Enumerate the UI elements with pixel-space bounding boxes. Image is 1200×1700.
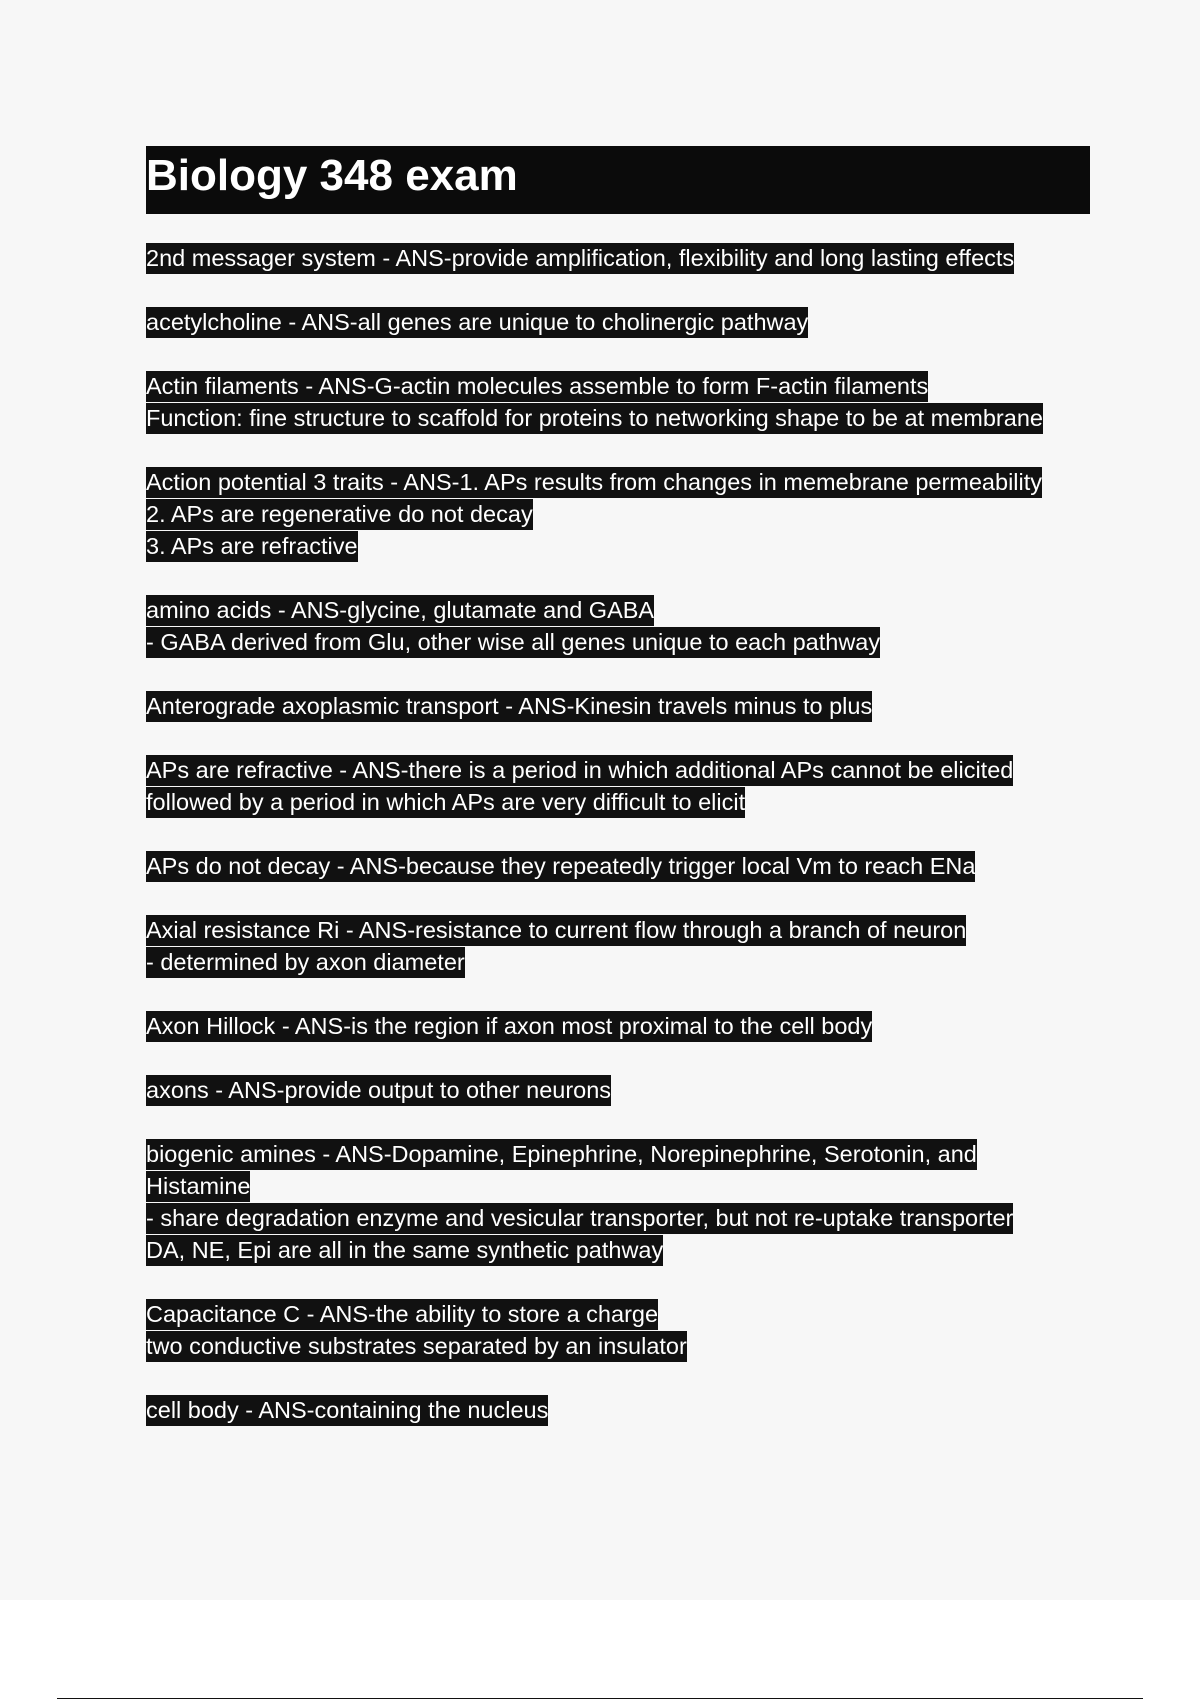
entry-line bbox=[146, 946, 1096, 978]
flashcard-entry bbox=[146, 594, 1096, 658]
entry-line-text: Histamine bbox=[146, 1171, 250, 1202]
title-bar bbox=[146, 146, 1090, 214]
entry-line-text: - share degradation enzyme and vesicular transporter, but not re-uptake transporter bbox=[146, 1203, 1013, 1234]
entry-line-text: Axon Hillock - ANS-is the region if axon most proximal to the cell body bbox=[146, 1011, 872, 1042]
entry-line-text: APs are refractive - ANS-there is a period in which additional APs cannot be elicited bbox=[146, 755, 1013, 786]
entry-line-text: Capacitance C - ANS-the ability to store a charge bbox=[146, 1299, 658, 1330]
entry-line bbox=[146, 850, 1096, 882]
entry-line bbox=[146, 754, 1096, 786]
footer-divider bbox=[57, 1698, 1143, 1699]
entry-line bbox=[146, 594, 1096, 626]
entry-line bbox=[146, 402, 1096, 434]
entry-line-text: Actin filaments - ANS-G-actin molecules assemble to form F-actin filaments bbox=[146, 371, 928, 402]
entry-line-text: axons - ANS-provide output to other neurons bbox=[146, 1075, 611, 1106]
entry-line bbox=[146, 370, 1096, 402]
entry-line bbox=[146, 1234, 1096, 1266]
flashcard-entry bbox=[146, 754, 1096, 818]
entry-line bbox=[146, 1202, 1096, 1234]
entry-line bbox=[146, 914, 1096, 946]
entry-line-text: biogenic amines - ANS-Dopamine, Epinephrine, Norepinephrine, Serotonin, and bbox=[146, 1139, 977, 1170]
flashcard-entry bbox=[146, 850, 1096, 882]
entry-line-text: followed by a period in which APs are very difficult to elicit bbox=[146, 787, 745, 818]
entry-line-text: Action potential 3 traits - ANS-1. APs results from changes in memebrane permeability bbox=[146, 467, 1042, 498]
entry-line-text: 2nd messager system - ANS-provide amplification, flexibility and long lasting effects bbox=[146, 243, 1014, 274]
flashcard-entry bbox=[146, 1010, 1096, 1042]
flashcard-entry bbox=[146, 1074, 1096, 1106]
entry-line-text: acetylcholine - ANS-all genes are unique to cholinergic pathway bbox=[146, 307, 808, 338]
entry-line-text: cell body - ANS-containing the nucleus bbox=[146, 1395, 548, 1426]
flashcard-entry bbox=[146, 466, 1096, 562]
entry-line-text: - determined by axon diameter bbox=[146, 947, 465, 978]
entry-line bbox=[146, 1170, 1096, 1202]
document-title: Biology 348 exam bbox=[146, 151, 518, 200]
entry-line-text: 3. APs are refractive bbox=[146, 531, 358, 562]
entry-line-text: 2. APs are regenerative do not decay bbox=[146, 499, 533, 530]
entry-line bbox=[146, 530, 1096, 562]
entry-line bbox=[146, 626, 1096, 658]
entry-line-text: APs do not decay - ANS-because they repeatedly trigger local Vm to reach ENa bbox=[146, 851, 975, 882]
flashcard-entry bbox=[146, 242, 1096, 274]
flashcard-entry bbox=[146, 1138, 1096, 1266]
flashcard-entry bbox=[146, 914, 1096, 978]
entry-line bbox=[146, 466, 1096, 498]
entry-line bbox=[146, 1074, 1096, 1106]
entry-line-text: two conductive substrates separated by an insulator bbox=[146, 1331, 687, 1362]
entry-line-text: DA, NE, Epi are all in the same synthetic pathway bbox=[146, 1235, 663, 1266]
flashcard-entry bbox=[146, 370, 1096, 434]
entry-line-text: Axial resistance Ri - ANS-resistance to current flow through a branch of neuron bbox=[146, 915, 966, 946]
entry-line bbox=[146, 1298, 1096, 1330]
entry-line bbox=[146, 786, 1096, 818]
flashcard-entry bbox=[146, 690, 1096, 722]
entry-line bbox=[146, 1010, 1096, 1042]
flashcard-entry bbox=[146, 1394, 1096, 1426]
flashcard-list bbox=[146, 242, 1096, 1458]
entry-line-text: Function: fine structure to scaffold for proteins to networking shape to be at membrane bbox=[146, 403, 1043, 434]
entry-line-text: amino acids - ANS-glycine, glutamate and GABA bbox=[146, 595, 654, 626]
entry-line-text: Anterograde axoplasmic transport - ANS-Kinesin travels minus to plus bbox=[146, 691, 872, 722]
entry-line bbox=[146, 242, 1096, 274]
flashcard-entry bbox=[146, 306, 1096, 338]
entry-line bbox=[146, 498, 1096, 530]
flashcard-entry bbox=[146, 1298, 1096, 1362]
entry-line bbox=[146, 306, 1096, 338]
entry-line bbox=[146, 1330, 1096, 1362]
entry-line-text: - GABA derived from Glu, other wise all genes unique to each pathway bbox=[146, 627, 880, 658]
entry-line bbox=[146, 1394, 1096, 1426]
entry-line bbox=[146, 690, 1096, 722]
entry-line bbox=[146, 1138, 1096, 1170]
